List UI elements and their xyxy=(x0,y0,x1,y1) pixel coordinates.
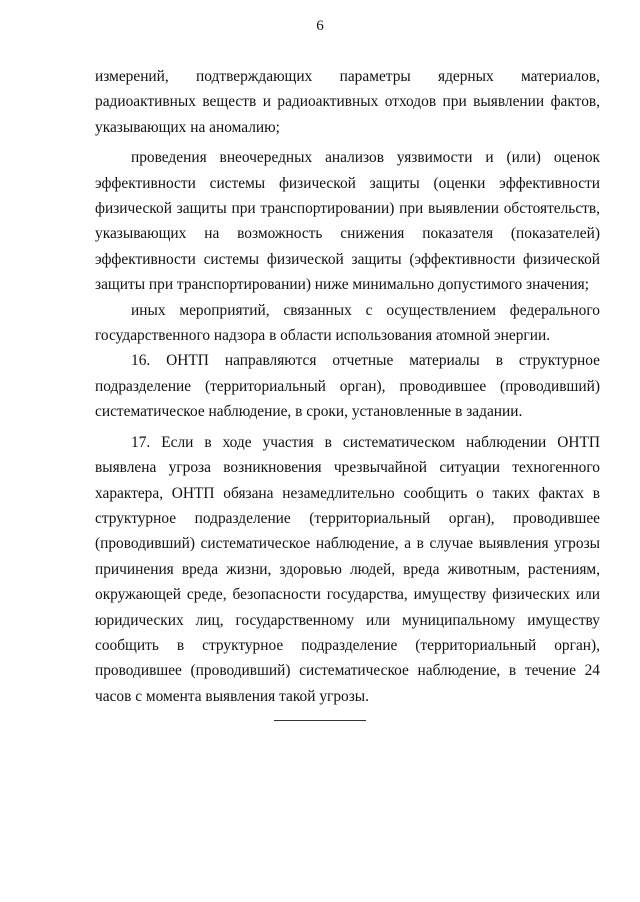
paragraph-item-16: 16. ОНТП направляются отчетные материалы в структурное подразделение (территориальный орган), проводившее (проводивший) систематическое наблюдение, в сроки, установленные в задании. xyxy=(95,352,600,421)
paragraph-other-measures: иных мероприятий, связанных с осуществлением федерального государственного надзора в области использования атомной энергии. xyxy=(95,301,600,345)
page-number: 6 xyxy=(316,18,324,34)
document-body xyxy=(95,64,600,709)
end-of-document-rule xyxy=(274,720,366,721)
paragraph-measurements-continuation: измерений, подтверждающих параметры ядерных материалов, радиоактивных веществ и радиоактивных отходов при выявлении фактов, указывающих на аномалию; xyxy=(95,68,600,136)
paragraph-item-17: 17. Если в ходе участия в систематическом наблюдении ОНТП выявлена угроза возникновения чрезвычайной ситуации техногенного характера, ОНТП обязана незамедлительно сообщить о таких фактах в структурное подразделение (территориальный орган), проводившее (проводивший) систематическое наблюдение, а в случае выявления угрозы причинения вреда жизни, здоровью людей, вреда животным, растениям, окружающей среде, безопасности государства, имуществу физических или юридических лиц, государственному или муниципальному имуществу сообщить в структурное подразделение (территориальный орган), проводившее (проводивший) систематическое наблюдение, в течение 24 часов с момента выявления такой угрозы. xyxy=(95,433,600,705)
paragraph-unscheduled-analyses: проведения внеочередных анализов уязвимости и (или) оценок эффективности системы физической защиты (оценки эффективности физической защиты при транспортировании) при выявлении обстоятельств, указывающих на возможность снижения показателя (показателей) эффективности системы физической защиты (эффективности физической защиты при транспортировании) ниже минимально допустимого значения; xyxy=(95,149,600,294)
